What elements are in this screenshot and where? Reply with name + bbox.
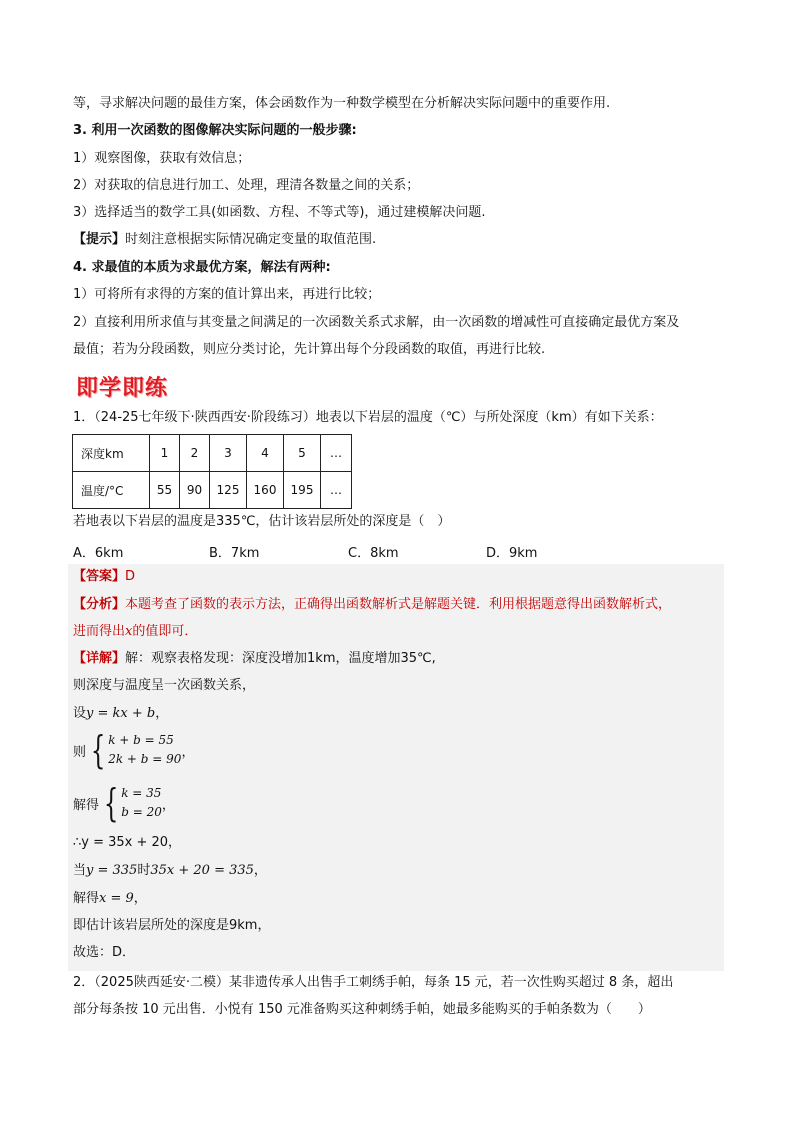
table-cell: 4 (247, 435, 284, 472)
detail-text-1: 解：观察表格发现：深度没增加1km，温度增加35℃, (125, 651, 436, 666)
equation-system-1 (73, 728, 195, 772)
equation-system-2 (73, 781, 175, 825)
detail-label: 【详解】 (73, 651, 126, 666)
table-cell: … (321, 435, 352, 472)
analysis-text-2b: 的值即可． (132, 624, 198, 639)
table-cell: … (321, 472, 352, 509)
option-a: A．6km (73, 546, 124, 561)
point4-method-3: 最值；若为分段函数，则应分类讨论，先计算出每个分段函数的取值，再进行比较. (73, 342, 546, 357)
equation-assume: y = kx + b (86, 706, 156, 721)
depth-temperature-table (72, 434, 352, 509)
table-row (73, 435, 352, 472)
analysis-text-1: 本题考查了函数的表示方法，正确得出函数解析式是解题关键．利用根据题意得出函数解析式， (125, 597, 672, 612)
q1-question: 若地表以下岩层的温度是335℃，估计该岩层所处的深度是（ ） (73, 514, 451, 529)
table-cell: 1 (150, 435, 180, 472)
point3-tip (73, 232, 720, 248)
analysis-label: 【分析】 (73, 597, 126, 612)
point3-step-3: 3）选择适当的数学工具(如函数、方程、不等式等)，通过建模解决问题. (73, 205, 486, 220)
detail-line-8 (73, 891, 720, 907)
system-equation: 2k + b = 90 (108, 752, 182, 766)
detail-line-1 (73, 651, 720, 667)
point3-step-1: 1）观察图像，获取有效信息； (73, 151, 251, 166)
table-cell: 125 (210, 472, 247, 509)
brace-icon: { (103, 781, 119, 825)
detail-text-7a: 当 (73, 863, 87, 878)
point3-step-2: 2）对获取的信息进行加工、处理，理清各数量之间的关系； (73, 178, 420, 193)
table-cell: 深度km (73, 435, 150, 472)
system-equation: k + b = 55 (108, 733, 174, 747)
detail-line-3 (73, 706, 720, 722)
detail-text-3a: 设 (73, 706, 87, 721)
detail-line-10: 故选：D． (73, 945, 136, 960)
q2-line-1: 2．（2025陕西延安·二模）某非遗传承人出售手工刺绣手帕，每条 15 元，若一次性购买超过 8 条，超出 (73, 975, 674, 990)
answer-label: 【答案】 (73, 569, 126, 584)
detail-line-6: ∴y = 35x + 20， (73, 835, 182, 850)
option-d: D．9km (486, 546, 538, 561)
detail-line-9: 即估计该岩层所处的深度是9km， (73, 918, 271, 933)
analysis-line-1 (73, 597, 720, 613)
detail-line-2: 则深度与温度呈一次函数关系， (73, 678, 256, 693)
intro-tail: 等，寻求解决问题的最佳方案，体会函数作为一种数学模型在分析解决实际问题中的重要作用. (73, 96, 611, 111)
equation-y-value: y = 335 (86, 863, 138, 878)
answer-value: D (125, 569, 136, 584)
table-cell: 温度/°C (73, 472, 150, 509)
system-equation: k = 35 (121, 786, 162, 800)
table-cell: 5 (284, 435, 321, 472)
q1-stem-text: 地表以下岩层的温度（℃）与所处深度（km）有如下关系： (315, 410, 663, 425)
table-cell: 2 (180, 435, 210, 472)
q1-source: （24-25七年级下·陕西西安·阶段练习） (94, 410, 316, 425)
equation-solution: x = 9 (99, 891, 134, 906)
option-b: B．7km (209, 546, 260, 561)
point3-title: 3. 利用一次函数的图像解决实际问题的一般步骤: (73, 123, 357, 138)
detail-text-7c: ， (253, 863, 267, 878)
analysis-line-2 (73, 624, 720, 640)
q1-number: 1． (73, 410, 95, 425)
equation-substitute: 35x + 20 = 335 (150, 863, 254, 878)
answer-line (73, 569, 720, 585)
detail-text-8b: ， (133, 891, 147, 906)
detail-text-3b: ， (155, 706, 169, 721)
tip-text: 时刻注意根据实际情况确定变量的取值范围. (125, 232, 377, 247)
point4-title: 4. 求最值的本质为求最优方案，解法有两种: (73, 260, 331, 275)
tip-label: 【提示】 (73, 232, 126, 247)
table-row (73, 472, 352, 509)
system-comma: ， (181, 744, 195, 760)
detail-text-4a: 则 (73, 744, 87, 760)
option-c: C．8km (348, 546, 399, 561)
point4-method-1: 1）可将所有求得的方案的值计算出来，再进行比较； (73, 287, 381, 302)
system-comma: ， (161, 797, 175, 813)
analysis-variable: x (125, 624, 133, 639)
brace-icon: { (90, 728, 106, 772)
point4-method-2: 2）直接利用所求值与其变量之间满足的一次函数关系式求解，由一次函数的增减性可直接确定最优方案及 (73, 315, 680, 330)
table-cell: 55 (150, 472, 180, 509)
analysis-text-2a: 进而得出 (73, 624, 126, 639)
detail-text-7b: 时 (137, 863, 151, 878)
section-title: 即学即练 (76, 375, 169, 401)
detail-text-8a: 解得 (73, 891, 100, 906)
q2-line-2: 部分每条按 10 元出售．小悦有 150 元准备购买这种刺绣手帕，她最多能购买的手帕条数为（ ） (73, 1002, 651, 1017)
table-cell: 90 (180, 472, 210, 509)
system-equation: b = 20 (121, 805, 162, 819)
table-cell: 3 (210, 435, 247, 472)
q1-stem (73, 410, 720, 426)
table-cell: 195 (284, 472, 321, 509)
detail-text-5a: 解得 (73, 797, 100, 813)
table-cell: 160 (247, 472, 284, 509)
detail-line-7 (73, 863, 720, 879)
